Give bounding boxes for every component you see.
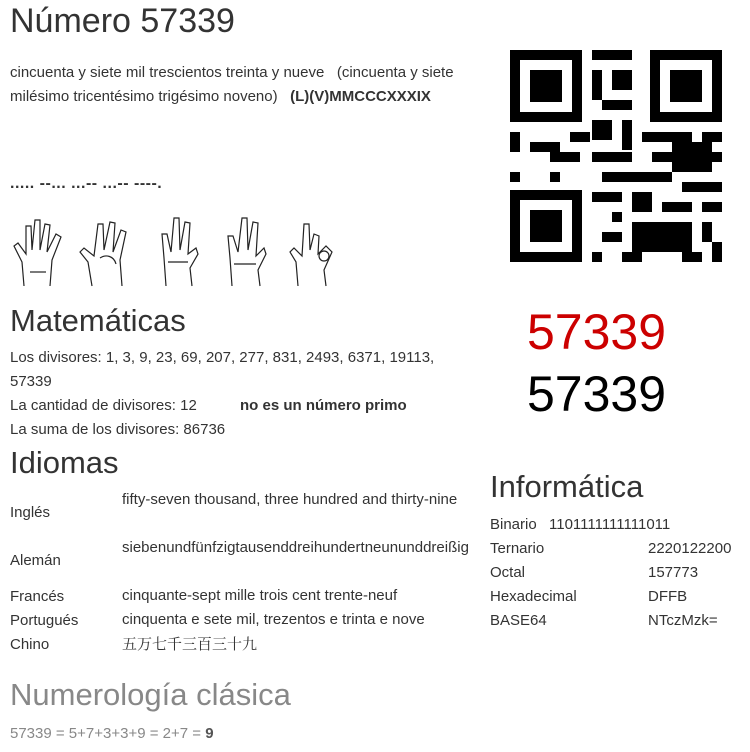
qr-code-icon [510, 50, 722, 262]
numerology-result: 9 [205, 725, 214, 742]
hand-5-icon [10, 212, 72, 290]
numerology-heading: Numerología clásica [10, 677, 291, 712]
morse-code: ..... --... ...-- ...-- ----. [10, 175, 163, 192]
base64-value: NTczMzk= [648, 612, 718, 629]
hex-value: DFFB [648, 588, 688, 605]
hex-label: Hexadecimal [490, 588, 577, 605]
binary-value: 1101111111111011 [549, 516, 671, 533]
lang-label-chinese: Chino [10, 636, 50, 653]
lang-value-english: fifty-seven thousand, three hundred and thirty-nine [122, 491, 458, 508]
hand-7-icon [78, 212, 140, 290]
lang-label-english: Inglés [10, 504, 51, 521]
ternary-value: 2220122200 [648, 540, 732, 557]
languages-heading: Idiomas [10, 445, 119, 480]
hand-3b-icon [218, 212, 280, 290]
lang-value-french: cinquante-sept mille trois cent trente-neuf [122, 587, 398, 604]
lang-label-german: Alemán [10, 552, 61, 569]
ternary-label: Ternario [490, 540, 545, 557]
sign-language-hands [10, 212, 340, 292]
octal-value: 157773 [648, 564, 699, 581]
numerology-equation: 57339 = 5+7+3+3+9 = 2+7 = [10, 725, 202, 742]
lang-label-portuguese: Portugués [10, 612, 79, 629]
spanish-words: cincuenta y siete mil trescientos treinta y nueve [10, 64, 325, 81]
ordinal-words: (cincuenta y siete milésimo tricentésimo trigésimo noveno) [10, 64, 454, 105]
hand-3-icon [150, 212, 212, 290]
big-number-black: 57339 [527, 366, 667, 422]
number-words [10, 61, 475, 109]
page-title: Número 57339 [10, 2, 235, 40]
hand-9-icon [286, 212, 348, 290]
big-number-red: 57339 [527, 304, 667, 360]
divisor-sum: La suma de los divisores: 86736 [10, 421, 226, 438]
math-heading: Matemáticas [10, 303, 186, 338]
divisor-count: La cantidad de divisores: 12 [10, 397, 197, 414]
roman-numeral: (L)(V)MMCCCXXXIX [290, 88, 431, 105]
lang-value-chinese: 五万七千三百三十九 [122, 635, 258, 653]
binary-label: Binario [490, 516, 537, 533]
informatics-heading: Informática [490, 469, 644, 504]
lang-value-portuguese: cinquenta e sete mil, trezentos e trinta e nove [122, 611, 425, 628]
divisors-list: Los divisores: 1, 3, 9, 23, 69, 207, 277, 831, 2493, 6371, 19113, 57339 [10, 349, 435, 390]
prime-status: no es un número primo [240, 397, 407, 414]
numerology-line [10, 725, 214, 742]
octal-label: Octal [490, 564, 526, 581]
lang-value-german: siebenundfünfzigtausenddreihundertneununddreißig [122, 539, 469, 556]
base64-label: BASE64 [490, 612, 547, 629]
lang-label-french: Francés [10, 588, 65, 605]
